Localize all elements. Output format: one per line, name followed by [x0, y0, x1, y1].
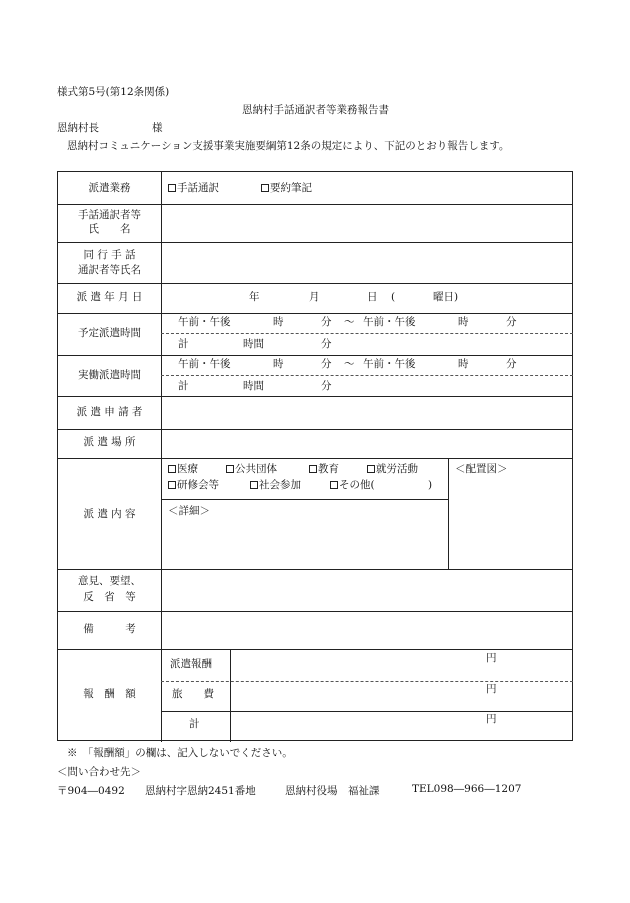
scheduled-tilde: ～	[344, 316, 355, 328]
fee-note: ※ 「報酬額」の欄は、記入しないでください。	[67, 747, 293, 759]
actual-total-label: 計	[178, 380, 189, 392]
content-option-public[interactable]: 公共団体	[226, 463, 277, 477]
checkbox-icon	[261, 184, 269, 192]
opinion-field[interactable]	[168, 573, 568, 607]
checkbox-icon	[168, 184, 176, 192]
actual-total-hours[interactable]: 時間	[243, 380, 264, 392]
content-option-training[interactable]: 研修会等	[168, 479, 219, 493]
checkbox-icon	[330, 481, 338, 489]
place-field[interactable]	[168, 433, 568, 455]
scheduled-end-minute[interactable]: 分	[506, 316, 517, 328]
contact-office: 恩納村役場 福祉課	[285, 785, 380, 797]
option-summary-writing[interactable]: 要約筆記	[261, 182, 312, 196]
scheduled-start-minute[interactable]: 分	[321, 316, 332, 328]
service-label: 派遣業務	[88, 182, 131, 194]
remarks-label: 備 考	[83, 623, 136, 635]
actual-tilde: ～	[344, 358, 355, 370]
remarks-field[interactable]	[168, 615, 568, 645]
content-option-medical[interactable]: 医療	[168, 463, 198, 477]
actual-start-minute[interactable]: 分	[321, 358, 332, 370]
applicant-field[interactable]	[168, 401, 568, 425]
actual-end-ampm[interactable]: 午前・午後	[363, 358, 416, 370]
fee-item-dispatch: 派遣報酬	[170, 658, 212, 670]
weekday-field[interactable]: 曜日)	[433, 291, 459, 303]
place-label: 派 遣 場 所	[83, 436, 136, 448]
scheduled-time-label: 予定派遣時間	[78, 327, 141, 339]
day-field[interactable]: 日	[367, 291, 378, 303]
fee-dispatch-yen: 円	[486, 652, 497, 664]
scheduled-total-hours[interactable]: 時間	[243, 338, 264, 350]
content-option-employment[interactable]: 就労活動	[367, 463, 418, 477]
applicant-label: 派 遣 申 請 者	[76, 406, 143, 418]
scheduled-start-hour[interactable]: 時	[273, 316, 284, 328]
checkbox-icon	[226, 465, 234, 473]
contact-address: 恩納村字恩納2451番地	[145, 785, 256, 797]
contact-heading: ＜問い合わせ先＞	[57, 766, 141, 778]
month-field[interactable]: 月	[309, 291, 320, 303]
actual-time-label: 実働派遣時間	[78, 369, 141, 381]
content-label: 派 遣 内 容	[83, 508, 136, 520]
intro-text: 恩納村コミュニケーション支援事業実施要綱第12条の規定により、下記のとおり報告します。	[67, 140, 510, 152]
opinion-label-line1: 意見、要望、	[78, 575, 141, 587]
fee-total-yen: 円	[486, 713, 497, 725]
fee-item-total: 計	[189, 718, 200, 730]
content-other-close-paren: )	[428, 479, 433, 491]
contact-tel: TEL098―966―1207	[412, 783, 522, 795]
actual-end-minute[interactable]: 分	[506, 358, 517, 370]
scheduled-end-hour[interactable]: 時	[458, 316, 469, 328]
scheduled-start-ampm[interactable]: 午前・午後	[178, 316, 231, 328]
checkbox-icon	[309, 465, 317, 473]
year-field[interactable]: 年	[249, 291, 260, 303]
detail-heading: ＜詳細＞	[168, 505, 210, 517]
actual-start-hour[interactable]: 時	[273, 358, 284, 370]
form-number: 様式第5号(第12条関係)	[57, 86, 170, 98]
content-option-education[interactable]: 教育	[309, 463, 339, 477]
interpreter-name-field[interactable]	[168, 208, 568, 238]
fee-travel-yen: 円	[486, 683, 497, 695]
actual-total-minutes[interactable]: 分	[321, 380, 332, 392]
opinion-label-line2: 反 省 等	[83, 591, 136, 603]
option-sign-language[interactable]: 手話通訳	[168, 182, 219, 196]
addressee: 恩納村長	[57, 122, 99, 134]
honorific: 様	[152, 122, 163, 134]
checkbox-icon	[168, 465, 176, 473]
date-label: 派 遣 年 月 日	[76, 291, 143, 303]
actual-start-ampm[interactable]: 午前・午後	[178, 358, 231, 370]
checkbox-icon	[367, 465, 375, 473]
interpreter-label-line2: 氏 名	[88, 223, 131, 235]
companion-label-line2: 通訳者等氏名	[78, 264, 141, 276]
interpreter-label-line1: 手話通訳者等	[78, 209, 141, 221]
content-option-social[interactable]: 社会参加	[250, 479, 301, 493]
contact-postal: 〒904―0492	[57, 785, 125, 797]
scheduled-end-ampm[interactable]: 午前・午後	[363, 316, 416, 328]
companion-label-line1: 同 行 手 話	[83, 249, 136, 261]
fee-label: 報 酬 額	[83, 688, 136, 700]
checkbox-icon	[168, 481, 176, 489]
content-option-other[interactable]: その他(	[330, 479, 375, 493]
companion-name-field[interactable]	[168, 247, 568, 279]
scheduled-total-label: 計	[178, 338, 189, 350]
fee-item-travel: 旅 費	[172, 688, 214, 700]
actual-end-hour[interactable]: 時	[458, 358, 469, 370]
report-form	[57, 171, 573, 741]
document-title: 恩納村手話通訳者等業務報告書	[242, 104, 389, 116]
weekday-open-paren: (	[391, 291, 396, 303]
layout-diagram-heading: ＜配置図＞	[455, 463, 508, 475]
checkbox-icon	[250, 481, 258, 489]
scheduled-total-minutes[interactable]: 分	[321, 338, 332, 350]
